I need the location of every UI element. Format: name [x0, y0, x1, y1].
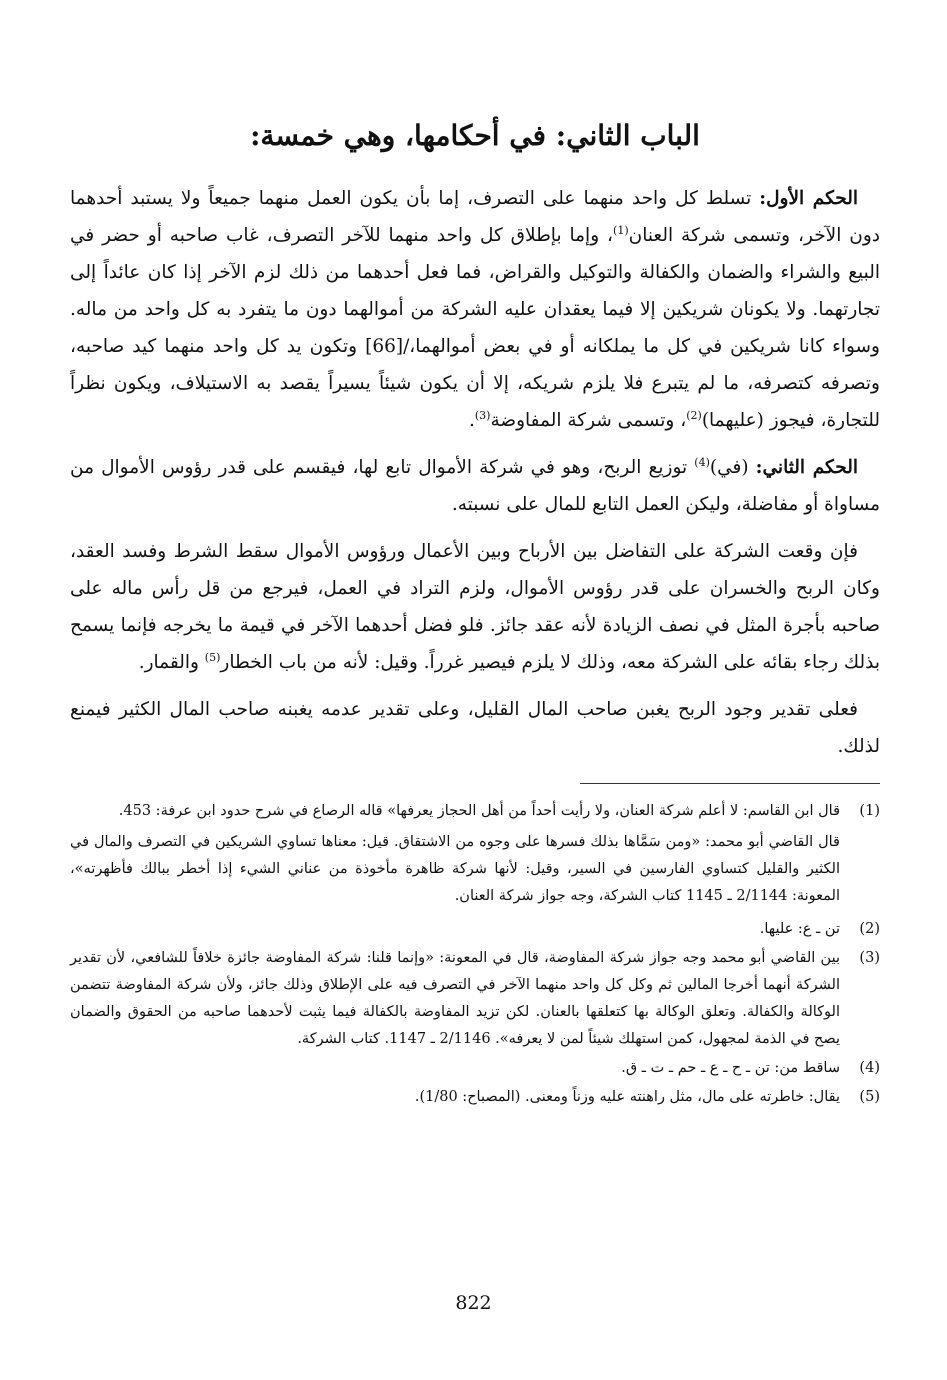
rule-two-lead: الحكم الثاني: — [755, 457, 858, 479]
footnote-4-text: ساقط من: تن ـ ح ـ ع ـ حم ـ ت ـ ق. — [621, 1060, 840, 1077]
footnote-4-number: (4) — [859, 1060, 880, 1077]
chapter-title: الباب الثاني: في أحكامها، وهي خمسة: — [250, 119, 700, 152]
rule-one-paragraph — [70, 180, 880, 439]
rule-one-text-1: تسلط كل واحد منهما على التصرف، إما بأن يكون العمل منهما جميعاً ولا يستبد أحدهما دون الآخر، وتسمى شركة العنان — [70, 188, 881, 247]
third-paragraph — [70, 533, 880, 681]
fourth-paragraph: فعلى تقدير وجود الربح يغبن صاحب المال القليل، وعلى تقدير عدمه يغبنه صاحب المال الكثير فيمنع لذلك. — [70, 699, 880, 758]
footnote-ref-2: (2) — [686, 409, 702, 423]
footnote-ref-3: (3) — [474, 409, 491, 423]
footnote-1 — [70, 798, 880, 825]
footnote-2-text: تن ـ ع: عليها. — [759, 921, 840, 938]
third-paragraph-text-1: فإن وقعت الشركة على التفاضل بين الأرباح وبين الأعمال ورؤوس الأموال سقط الشرط وفسد العقد، وكان الربح والخسران على قدر رؤوس الأموال، ولزم التراد في العمل، فيرجع من قل رأس ماله على صاحبه بأجرة المثل في نصف الزيادة لأنه عقد جائز. فلو فضل أحدهما الآخر في قيمة ما يخرجه فإنما يسمح بذلك رجاء بقائه على الشركة معه، وذلك لا يلزم فيصير غرراً. وقيل: لأنه من باب الخطار — [70, 541, 880, 674]
footnote-5-text: يقال: خاطرته على مال، مثل راهنته عليه وزناً ومعنى. (المصباح: 1/80). — [414, 1089, 840, 1106]
rule-two-paragraph — [70, 449, 880, 523]
footnote-3-text: بين القاضي أبو محمد وجه جواز شركة المفاوضة، قال في المعونة: «وإنما قلنا: شركة المفاوضة جائزة خلافاً للشافعي، لأن تقدير الشركة أنهما أخرجا المالين ثم وكل كل واحد منهما الآخر في التصرف فيه على الإطلاق وذلك جائز، ولأن شركة المفاوضة تتضمن الوكالة والكفالة. وتعلق الوكالة بها كتعلقها بالعنان. لكن تزيد المفاوضة بالكفالة فيما يثبت لأحدهما صاحبه من الحقوق والضمان يصح في الذمة لمجهول، كمن استهلك شيئاً لمن لا يعرفه». 2/1146 ـ 1147. كتاب الشركة. — [70, 950, 840, 1048]
rule-one-text-4: . — [468, 410, 475, 432]
footnote-5-number: (5) — [859, 1089, 880, 1106]
rule-two-text-2: توزيع الربح، وهو في شركة الأموال تابع لها، فيقسم على قدر رؤوس الأموال من مساواة أو مفاضلة، وليكن العمل التابع للمال على نسبته. — [70, 457, 880, 516]
footnote-1-number: (1) — [859, 803, 880, 820]
footnote-ref-4: (4) — [694, 456, 710, 470]
rule-one-text-2: ، وإما بإطلاق كل واحد منهما للآخر التصرف، غاب صاحبه أو حضر في البيع والشراء والضمان والكفالة والتوكيل والقراض، فما فعل أحدهما من ذلك لزم الآخر إذا كان عائداً إلى تجارتهما. ولا يكونان شريكين إلا فيما يعقدان عليه الشركة من أموالهما دون ما يتفرد به كل واحد من ماله. وسواء كانا شريكين في كل ما يملكانه أو في بعض أموالهما،/[66] وتكون يد كل واحد منهما كيد صاحبه، وتصرفه كتصرفه، ما لم يتبرع فلا يلزم شريكه، إلا أن يكون شيئاً يسيراً يقصد به الاستيلاف، ويكون نظراً للتجارة، فيجوز (عليهما) — [70, 225, 880, 432]
document-page — [70, 118, 880, 1113]
footnote-separator — [580, 783, 880, 784]
footnote-4 — [70, 1055, 880, 1082]
footnote-3-number: (3) — [859, 950, 880, 967]
footnote-2-number: (2) — [859, 921, 880, 938]
footnote-ref-1: (1) — [613, 224, 629, 238]
third-paragraph-text-2: والقمار. — [138, 652, 205, 674]
rule-one-text-3: ، وتسمى شركة المفاوضة — [490, 410, 687, 432]
footnote-3 — [70, 945, 880, 1053]
footnote-1-continuation: قال القاضي أبو محمد: «ومن سَمَّاها بذلك فسرها على وجوه من الاشتقاق. قيل: معناها تساوي الشريكين في التصرف والمال في الكثير والقليل كتساوي الفارسين في السير، وقيل: لأنها شركة ظاهرة مأخوذة من عناني الشيء إذا أخطر ببالك فأظهرته»، المعونة: 2/1144 ـ 1145 كتاب الشركة، وجه جواز شركة العنان. — [70, 834, 840, 905]
footnote-1-text: قال ابن القاسم: لا أعلم شركة العنان، ولا رأيت أحداً من أهل الحجاز يعرفها» قاله الرصاع في شرح حدود ابن عرفة: 453. — [118, 803, 840, 820]
rule-two-text-1: (في) — [709, 457, 756, 479]
footnote-ref-5: (5) — [204, 651, 221, 665]
page-number: 822 — [455, 1292, 492, 1314]
footnote-5 — [70, 1084, 880, 1111]
rule-one-lead: الحكم الأول: — [759, 188, 858, 210]
footnote-2 — [70, 916, 880, 943]
